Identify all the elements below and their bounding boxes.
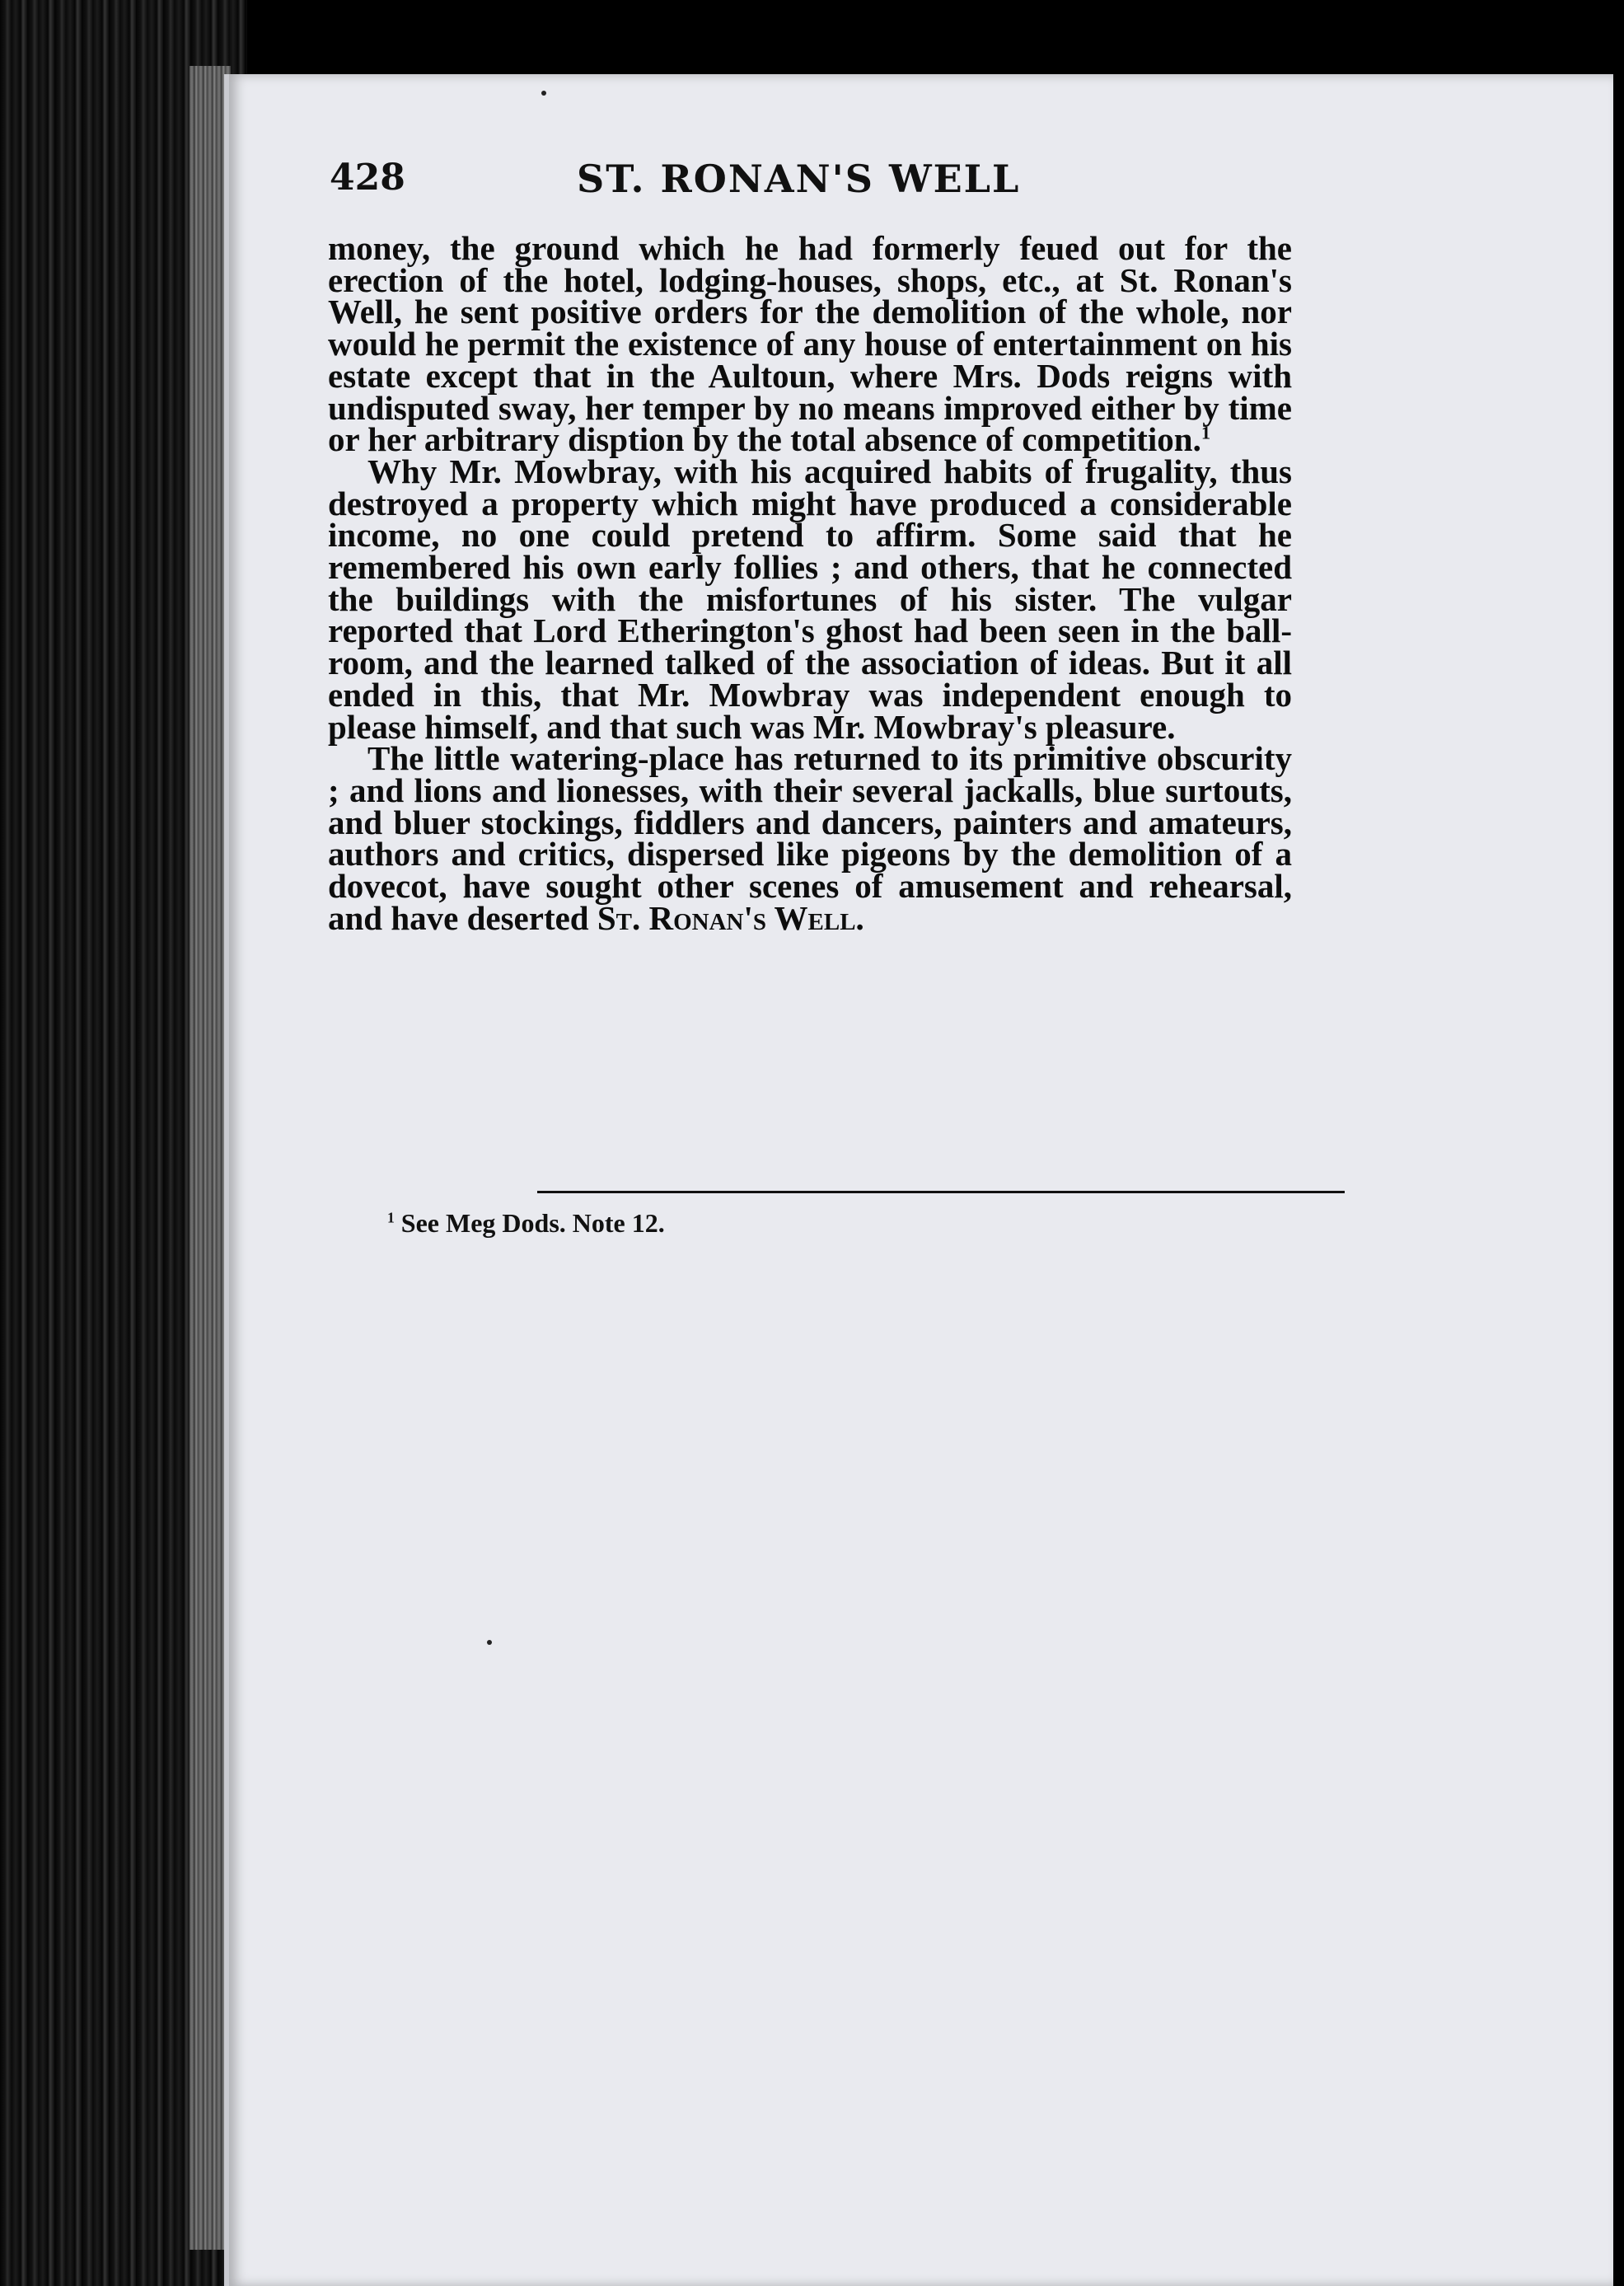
footnote bbox=[387, 1208, 665, 1239]
speck bbox=[487, 1640, 492, 1645]
speck bbox=[541, 91, 546, 96]
text-underline bbox=[537, 1191, 1345, 1193]
footnote-text: See Meg Dods. Note 12. bbox=[400, 1208, 665, 1238]
page-header bbox=[330, 157, 1236, 223]
paragraph-2-text: Why Mr. Mowbray, with his acquired habits of frugality, thus destroyed a property which might have produced a considerable income, no one could pretend to affirm. Some said that he remembered his own early follies ; and others, that he connected the buildings with the misfortunes of his sister. The vulgar reported that Lord Etherington's ghost had been seen in the ball-room, and the learned talked of the association of ideas. But it all ended in this, that Mr. Mowbray was independent enough to please himself, and that such was Mr. Mowbray's pleasure. bbox=[328, 452, 1292, 746]
paragraph-2 bbox=[328, 452, 1292, 746]
footnote-marker: 1 bbox=[387, 1209, 395, 1226]
running-title: ST. RONAN'S WELL bbox=[577, 157, 1021, 201]
closing-title: St. Ronan's Well. bbox=[597, 898, 864, 937]
paragraph-3 bbox=[328, 739, 1292, 937]
paragraph-1-text-continued: tion by the total absence of competition. bbox=[628, 420, 1201, 459]
paragraph-1-text: money, the ground which he had formerly feued out for the erection of the hotel, lodging-houses, shops, etc., at St. Ronan's Well, he sent positive orders for the demolition of the whole, nor would he permit the existence of any house of entertainment on his estate except that in the Aultoun, where Mrs. Dods reigns with undisputed sway, her temper by no means improved either by time or her arbitrary disp bbox=[328, 229, 1292, 459]
footnote-reference: 1 bbox=[1200, 422, 1211, 443]
paragraph-1 bbox=[328, 229, 1292, 459]
page-number: 428 bbox=[330, 157, 405, 199]
body-text bbox=[328, 229, 1292, 937]
paragraph-3-text: The little watering-place has returned to its primitive obscurity ; and lions and lionesses, with their several jackalls, blue surtouts, and bluer stockings, fiddlers and dancers, painters and amateurs, authors and critics, dispersed like pigeons by the demolition of a dovecot, have sought other scenes of amusement and rehearsal, and have deserted bbox=[328, 739, 1292, 937]
